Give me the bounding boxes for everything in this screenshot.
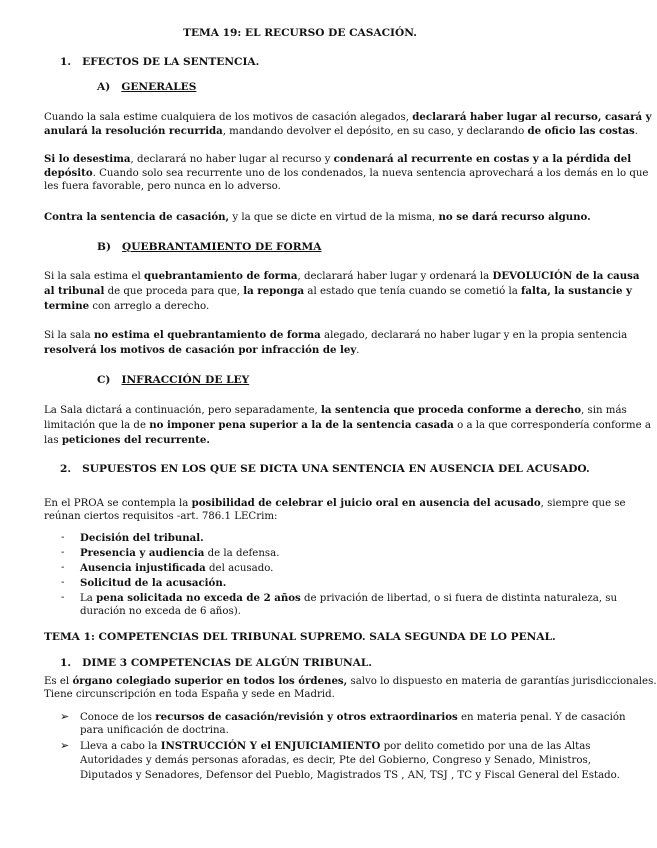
- text-run-bold: Si lo desestima: [44, 153, 131, 165]
- text-run-bold: Contra la sentencia de casación,: [44, 211, 230, 223]
- text-run: al estado que tenía cuando se cometió la: [307, 286, 518, 297]
- text-run-bold: DEVOLUCIÓN de la causa: [492, 270, 640, 282]
- section-1-number: 1.: [60, 56, 72, 68]
- arrow-bullet-icon: ➢: [60, 710, 70, 723]
- text-run: En el PROA se contempla la: [44, 498, 189, 509]
- list-dash: -: [61, 547, 65, 558]
- list-dash: -: [61, 577, 65, 588]
- text-run: . Cuando solo sea recurrente uno de los condenados, la nueva sentencia aprovechará a los demás en lo que: [92, 168, 649, 179]
- text-run: Autoridades y demás personas aforadas, es decir, Pte del Gobierno, Congreso y Senado, Ministros,: [80, 755, 591, 766]
- text-run: .: [634, 126, 639, 137]
- text-run: , sin más: [581, 405, 627, 416]
- page-title: TEMA 19: EL RECURSO DE CASACIÓN.: [183, 27, 417, 39]
- text-run-bold: condenará al recurrente en costas y a la pérdida del: [333, 153, 632, 165]
- list-item-pena-line-2: [80, 605, 556, 620]
- bullet-instruccion-line-3: [80, 769, 620, 784]
- text-run-bold: termine: [44, 300, 90, 312]
- list-item-ausencia: [80, 561, 556, 577]
- subsection-c-title: INFRACCIÓN DE LEY: [121, 374, 250, 386]
- text-run: , siempre que se: [540, 498, 626, 509]
- text-run-bold: Ausencia injustificada: [80, 562, 206, 574]
- subsection-b-letter: B): [97, 241, 111, 253]
- text-run: de privación de libertad, o si fuera de distinta naturaleza, su: [304, 593, 618, 604]
- tema-1-subheading: [60, 656, 556, 671]
- text-run-bold: anulará la resolución recurrida: [44, 125, 223, 137]
- tema-1-title: TEMA 1: COMPETENCIAS DEL TRIBUNAL SUPREMO. SALA SEGUNDA DE LO PENAL.: [44, 631, 556, 643]
- text-run: o a la que correspondería conforme a: [457, 420, 651, 431]
- text-run-bold: peticiones del recurrente.: [61, 434, 210, 446]
- text-run: reúnan ciertos requisitos -art. 786.1 LECrim:: [44, 511, 278, 522]
- subsection-c-letter: C): [97, 374, 111, 386]
- subsection-b-heading: [97, 240, 556, 255]
- paragraph-generales-2-line-3: [44, 180, 556, 195]
- subsection-b-title: QUEBRANTAMIENTO DE FORMA: [122, 241, 322, 253]
- list-dash: -: [61, 532, 65, 543]
- text-run-bold: no imponer pena superior a la de la sentencia casada: [149, 419, 454, 431]
- text-run-bold: la sentencia que proceda conforme a derecho: [320, 404, 582, 416]
- text-run: con arreglo a derecho.: [92, 301, 210, 312]
- text-run-bold: no estima el quebrantamiento de forma: [93, 329, 321, 341]
- text-run-bold: resolverá los motivos de casación por infracción de ley: [44, 344, 357, 356]
- paragraph-quebrantamiento-2-line-2: [44, 343, 556, 359]
- text-run-bold: quebrantamiento de forma: [144, 270, 298, 282]
- text-run: Si la sala: [44, 330, 91, 341]
- paragraph-infraccion-line-3: [44, 433, 556, 449]
- text-run-bold: Decisión del tribunal.: [80, 532, 204, 544]
- section-2-heading: [60, 462, 590, 477]
- text-run: Lleva a cabo la: [80, 741, 158, 752]
- text-run: por delito cometido por una de las Altas: [383, 741, 591, 752]
- text-run: alegado, declarará no haber lugar y en la propia sentencia: [324, 330, 628, 341]
- text-run-bold: declarará haber lugar al recurso, casará y: [412, 111, 652, 123]
- text-run: .: [356, 345, 360, 356]
- subsection-a-letter: A): [97, 81, 111, 93]
- paragraph-generales-3: [44, 210, 591, 226]
- bullet-instruccion-line-1: [80, 739, 591, 755]
- list-item-decision: [80, 531, 556, 547]
- paragraph-ts-line-2: [44, 688, 556, 703]
- paragraph-ausencia-line-2: [44, 510, 556, 525]
- text-run: las: [44, 435, 59, 446]
- text-run: para unificación de doctrina.: [80, 725, 229, 736]
- text-run-bold: depósito: [44, 167, 93, 179]
- list-item-presencia: [80, 546, 556, 562]
- bullet-instruccion-line-2: [80, 754, 591, 769]
- text-run: Cuando la sala estime cualquiera de los motivos de casación alegados,: [44, 112, 410, 123]
- text-run: Es el: [44, 676, 70, 687]
- tema-1-sub-number: 1.: [60, 657, 72, 669]
- text-run: , declarará no haber lugar al recurso y: [130, 154, 331, 165]
- paragraph-quebrantamiento-2-line-1: [44, 328, 628, 344]
- text-run-bold: Presencia y audiencia: [80, 547, 205, 559]
- list-item-solicitud: [80, 576, 556, 592]
- paragraph-quebrantamiento-1-line-2: [44, 284, 632, 300]
- text-run: de la defensa.: [204, 548, 280, 559]
- paragraph-generales-1-line-2: [44, 124, 639, 140]
- subsection-a-heading: [97, 80, 556, 95]
- subsection-a-title: GENERALES: [121, 81, 197, 93]
- bullet-casacion-line-2: [80, 724, 556, 739]
- text-run-bold: falta, la sustancie y: [521, 285, 632, 297]
- paragraph-infraccion-line-1: [44, 403, 627, 419]
- text-run-bold: posibilidad de celebrar el juicio oral en ausencia del acusado: [191, 497, 541, 509]
- text-run-bold: pena solicitada no exceda de 2 años: [96, 592, 301, 604]
- text-run-bold: al tribunal: [44, 285, 105, 297]
- text-run: Si la sala estima el: [44, 271, 141, 282]
- text-run-bold: la reponga: [243, 285, 305, 297]
- text-run: , declarará haber lugar y ordenará la: [297, 271, 490, 282]
- text-run: de que proceda para que,: [107, 286, 240, 297]
- subsection-c-heading: [97, 373, 556, 388]
- text-run: salvo lo dispuesto en materia de garantías jurisdiccionales.: [350, 676, 657, 687]
- tema-1-sub-title: DIME 3 COMPETENCIAS DE ALGÚN TRIBUNAL.: [82, 657, 372, 669]
- text-run: , mandando devolver el depósito, en su caso, y declarando: [222, 126, 525, 137]
- paragraph-quebrantamiento-1-line-3: [44, 299, 556, 315]
- text-run-bold: INSTRUCCIÓN Y el ENJUICIAMIENTO: [160, 740, 381, 752]
- paragraph-quebrantamiento-1-line-1: [44, 269, 640, 285]
- text-run-bold: recursos de casación/revisión y otros extraordinarios: [155, 711, 458, 723]
- text-run-bold: órgano colegiado superior en todos los órdenes,: [72, 675, 348, 687]
- text-run: La: [80, 593, 93, 604]
- text-run: Conoce de los: [80, 712, 153, 723]
- text-run: limitación que la de: [44, 420, 146, 431]
- section-1-title: EFECTOS DE LA SENTENCIA.: [82, 56, 260, 68]
- text-run: del acusado.: [205, 563, 274, 574]
- list-dash: -: [61, 562, 65, 573]
- section-1-heading: [60, 55, 556, 70]
- text-run: en materia penal. Y de casación: [461, 712, 626, 723]
- text-run: Diputados y Senadores, Defensor del Pueblo, Magistrados TS , AN, TSJ , TC y Fiscal General del Estado.: [80, 770, 620, 781]
- text-run-bold: no se dará recurso alguno.: [438, 211, 591, 223]
- paragraph-infraccion-line-2: [44, 418, 651, 434]
- list-dash: -: [61, 592, 65, 603]
- arrow-bullet-icon: ➢: [60, 739, 70, 752]
- text-run: duración no exceda de 6 años).: [80, 606, 241, 617]
- text-run: Tiene circunscripción en toda España y sede en Madrid.: [44, 689, 335, 700]
- text-run: La Sala dictará a continuación, pero separadamente,: [44, 405, 318, 416]
- text-run-bold: Solicitud de la acusación.: [80, 577, 227, 589]
- section-2-title: SUPUESTOS EN LOS QUE SE DICTA UNA SENTENCIA EN AUSENCIA DEL ACUSADO.: [82, 463, 590, 475]
- text-run-bold: de oficio las costas: [527, 125, 635, 137]
- section-2-number: 2.: [60, 463, 72, 475]
- text-run: les fuera favorable, pero nunca en lo adverso.: [44, 181, 281, 192]
- text-run: y la que se dicte en virtud de la misma,: [232, 212, 436, 223]
